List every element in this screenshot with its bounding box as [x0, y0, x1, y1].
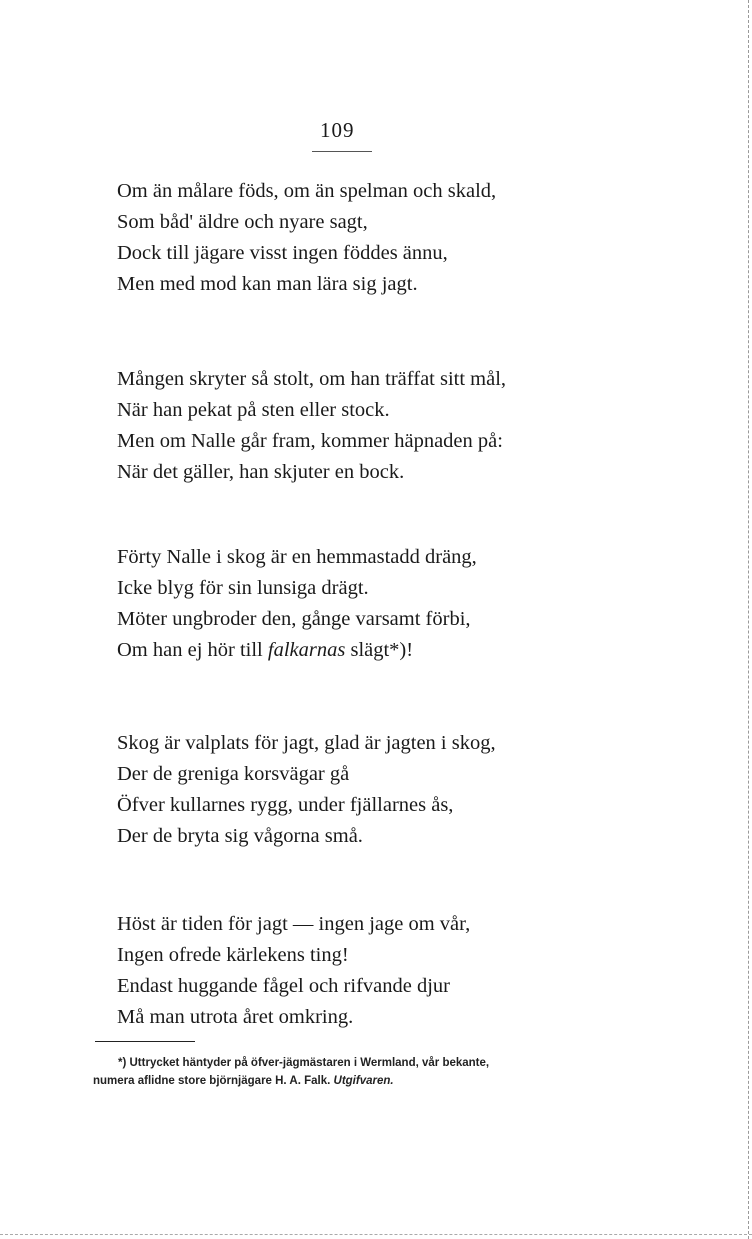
page-bottom-edge [0, 1234, 752, 1235]
verse-text: Om han ej hör till [117, 639, 268, 661]
footnote-line: *) Uttrycket häntyder på öfver-jägmästaren i Wermland, vår bekante, [118, 1057, 490, 1069]
footnote-signature: Utgifvaren. [333, 1075, 394, 1087]
verse-line: Icke blyg för sin lunsiga drägt. [117, 577, 369, 599]
verse-line: Ingen ofrede kärlekens ting! [117, 944, 349, 966]
verse-line: Mången skryter så stolt, om han träffat sitt mål, [117, 368, 507, 390]
page-number-rule [312, 151, 372, 152]
page-number: 109 [320, 118, 355, 142]
verse-line: Som båd' äldre och nyare sagt, [117, 211, 368, 233]
stanza-4 [117, 728, 496, 852]
verse-line: Der de greniga korsvägar gå [117, 763, 350, 785]
verse-line: När det gäller, han skjuter en bock. [117, 461, 405, 483]
stanza-1 [117, 176, 496, 300]
verse-line: Förty Nalle i skog är en hemmastadd dräng, [117, 546, 477, 568]
italic-word: falkarnas [267, 639, 346, 661]
stanza-5 [117, 909, 470, 1033]
footnote-line [93, 1072, 489, 1090]
verse-line: Öfver kullarnes rygg, under fjällarnes ås, [117, 794, 454, 816]
verse-line: Om än målare föds, om än spelman och skald, [117, 180, 497, 202]
verse-line: Endast huggande fågel och rifvande djur [117, 975, 451, 997]
verse-line: När han pekat på sten eller stock. [117, 399, 390, 421]
verse-line: Må man utrota året omkring. [117, 1006, 354, 1028]
verse-line: Men med mod kan man lära sig jagt. [117, 273, 418, 295]
footnote-text: numera aflidne store björnjägare H. A. Falk. [93, 1075, 331, 1087]
verse-line: Men om Nalle går fram, kommer häpnaden på: [117, 430, 503, 452]
verse-line: Skog är valplats för jagt, glad är jagten i skog, [117, 732, 496, 754]
verse-line: Der de bryta sig vågorna små. [117, 825, 363, 847]
stanza-2 [117, 364, 506, 488]
verse-line: Dock till jägare visst ingen föddes ännu, [117, 242, 448, 264]
verse-text: slägt*)! [345, 639, 414, 661]
footnote-rule [95, 1041, 195, 1042]
verse-line [117, 635, 477, 666]
verse-line: Möter ungbroder den, gånge varsamt förbi, [117, 608, 471, 630]
page-edge [748, 0, 749, 1239]
stanza-3 [117, 542, 477, 666]
verse-line: Höst är tiden för jagt — ingen jage om vår, [117, 913, 471, 935]
footnote [93, 1054, 489, 1090]
